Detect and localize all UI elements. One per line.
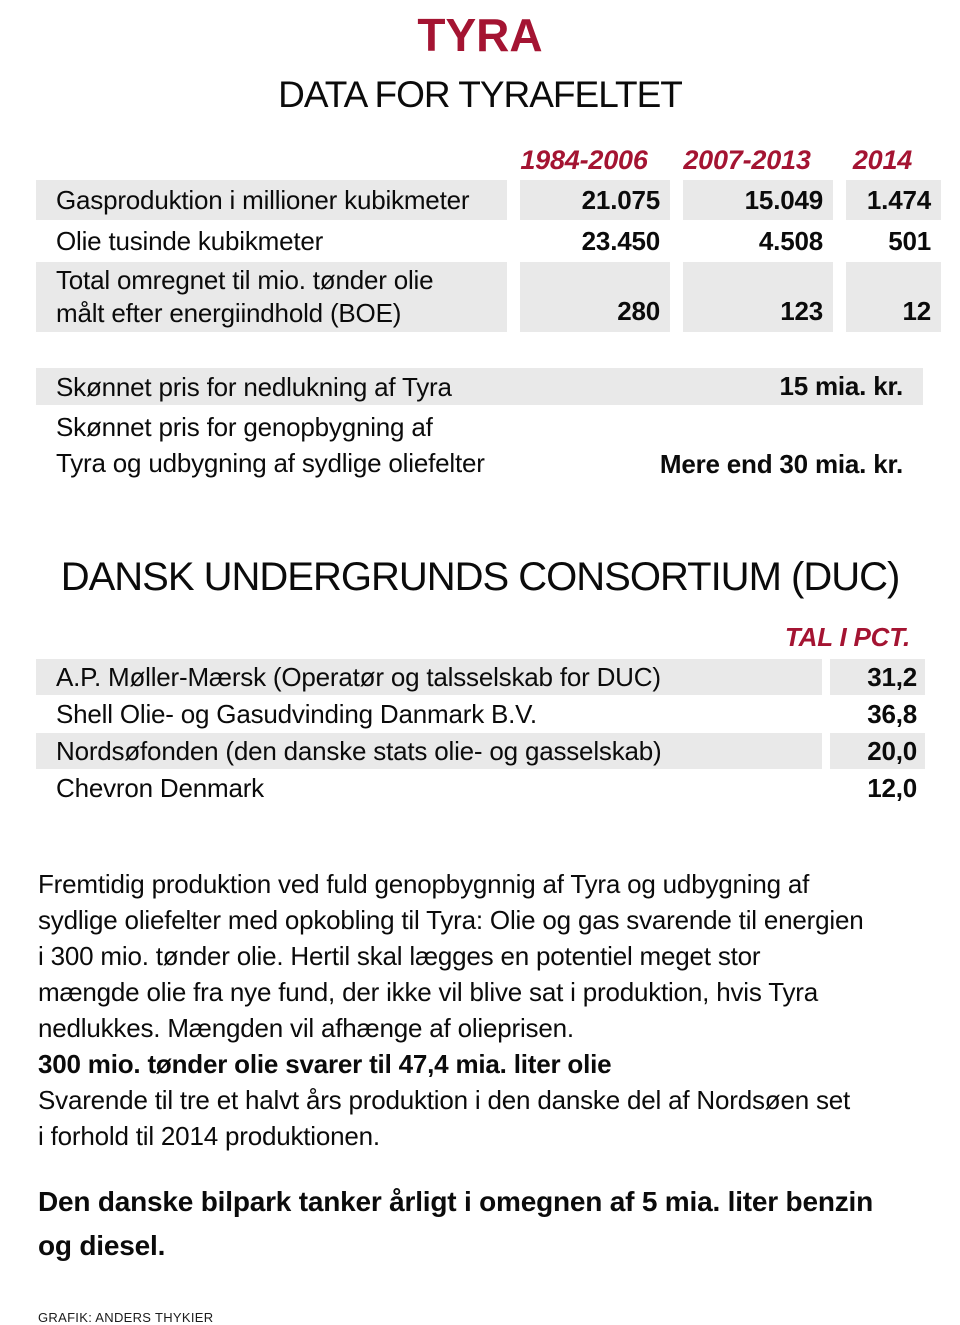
highlight-line-oil-equivalent: 300 mio. tønder olie svarer til 47,4 mia. liter olie bbox=[38, 1049, 612, 1079]
paragraph-comparison: Svarende til tre et halvt års produktion i den danske del af Nordsøen set i forhold til 2014 produktionen. bbox=[38, 1085, 851, 1151]
cost-estimates-block bbox=[36, 368, 923, 481]
value-cell: 20,0 bbox=[830, 733, 925, 769]
paragraph-car-fleet: Den danske bilpark tanker årligt i omegnen af 5 mia. liter benzin og diesel. bbox=[38, 1186, 874, 1261]
value-cell: 31,2 bbox=[830, 659, 925, 695]
value-cell: Mere end 30 mia. kr. bbox=[659, 449, 903, 479]
production-table bbox=[36, 142, 941, 332]
value-cell: 15 mia. kr. bbox=[779, 370, 903, 401]
value-cell: 123 bbox=[683, 262, 833, 332]
column-header-2007-2013: 2007-2013 bbox=[683, 145, 811, 175]
credit-line: GRAFIK: ANDERS THYKIER bbox=[38, 1310, 214, 1325]
value-cell: 36,8 bbox=[867, 698, 917, 729]
value-cell: 23.450 bbox=[581, 225, 660, 256]
table-row bbox=[36, 696, 925, 732]
row-label: Skønnet pris for genopbygning af Tyra og udbygning af sydlige oliefelter bbox=[56, 412, 485, 478]
row-label: Nordsøfonden (den danske stats olie- og gasselskab) bbox=[36, 733, 822, 769]
page-title: TYRA bbox=[417, 9, 543, 61]
table-row bbox=[36, 262, 941, 332]
table-row bbox=[36, 221, 941, 261]
value-cell: 12,0 bbox=[867, 772, 917, 803]
column-header-1984-2006: 1984-2006 bbox=[520, 145, 648, 175]
duc-section-title: DANSK UNDERGRUNDS CONSORTIUM (DUC) bbox=[60, 555, 900, 599]
row-label: Olie tusinde kubikmeter bbox=[56, 225, 324, 256]
production-table-header-row bbox=[36, 142, 941, 176]
page-subtitle: DATA FOR TYRAFELTET bbox=[278, 74, 682, 115]
table-row bbox=[36, 733, 925, 769]
body-text-block bbox=[38, 866, 946, 1154]
duc-ownership-table bbox=[36, 659, 925, 806]
row-label: Skønnet pris for nedlukning af Tyra bbox=[56, 371, 452, 402]
value-cell: 15.049 bbox=[683, 180, 833, 220]
row-label: Total omregnet til mio. tønder olie målt efter energiindhold (BOE) bbox=[36, 262, 507, 332]
paragraph-future-production: Fremtidig produktion ved fuld genopbygnnig af Tyra og udbygning af sydlige oliefelter med opkobling til Tyra: Olie og gas svarende til energien i 300 mio. tønder olie. Hertil skal lægges en potentiel meget stor mængde olie fra nye fund, der ikke vil blive sat i produktion, hvis Tyra nedlukkes. Mængden vil afhænge af olieprisen. bbox=[38, 869, 864, 1043]
duc-unit-label: TAL I PCT. bbox=[784, 622, 910, 652]
table-row bbox=[36, 180, 941, 220]
table-row bbox=[36, 659, 925, 695]
table-row bbox=[36, 770, 925, 806]
row-label: A.P. Møller-Mærsk (Operatør og talsselskab for DUC) bbox=[36, 659, 822, 695]
value-cell: 1.474 bbox=[846, 180, 941, 220]
row-label: Gasproduktion i millioner kubikmeter bbox=[36, 180, 507, 220]
table-row bbox=[36, 368, 923, 405]
table-row bbox=[36, 409, 923, 481]
column-header-2014: 2014 bbox=[852, 145, 913, 175]
value-cell: 12 bbox=[846, 262, 941, 332]
row-label: Chevron Denmark bbox=[56, 772, 264, 803]
row-label: Shell Olie- og Gasudvinding Danmark B.V. bbox=[56, 698, 537, 729]
value-cell: 4.508 bbox=[758, 225, 823, 256]
value-cell: 501 bbox=[888, 225, 931, 256]
value-cell: 21.075 bbox=[520, 180, 670, 220]
value-cell: 280 bbox=[520, 262, 670, 332]
